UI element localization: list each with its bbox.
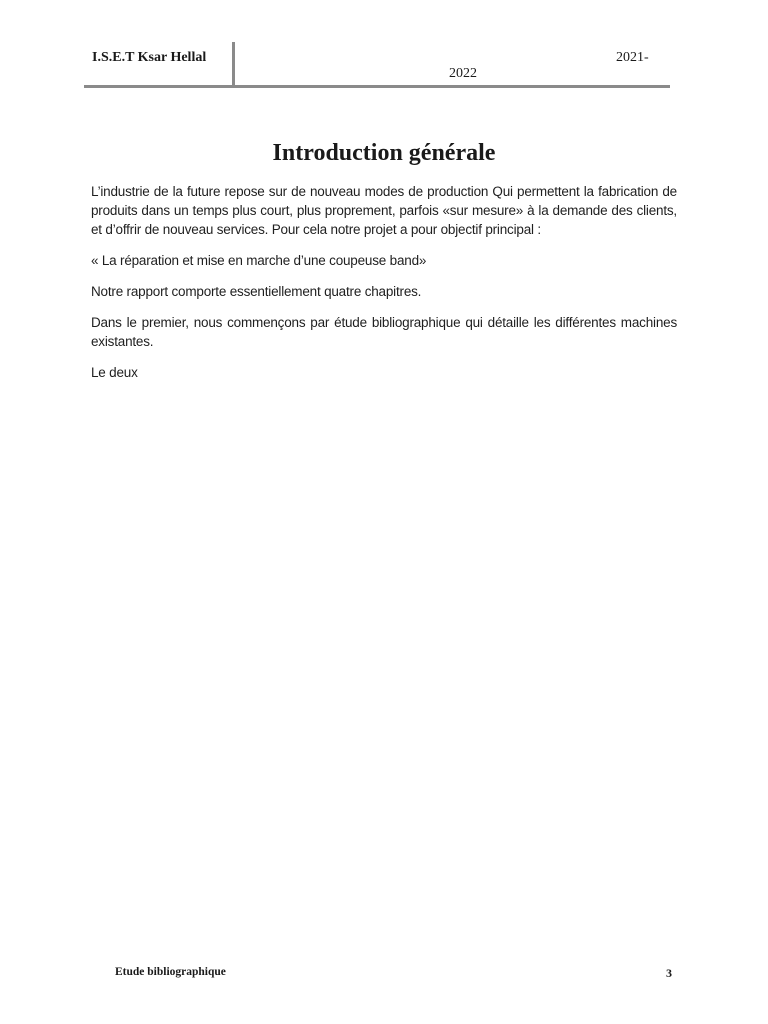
intro-paragraph: L’industrie de la future repose sur de nouveau modes de production Qui permettent la fabrication de produits dans un temps plus court, plus proprement, parfois «sur mesure» à la demande des clients, et d’offrir de nouveau services. Pour cela notre projet a pour objectif principal : [91,184,677,237]
header-divider [232,42,235,86]
page-title: Introduction générale [272,140,496,166]
chapters-sentence: Notre rapport comporte essentiellement quatre chapitres. [91,284,422,299]
header-year-end: 2022 [449,66,477,81]
footer-section-title: Etude bibliographique [115,966,226,978]
first-chapter-paragraph: Dans le premier, nous commençons par étude bibliographique qui détaille les différentes machines existantes. [91,315,677,349]
second-chapter-paragraph: Le deux [91,365,138,380]
body-content [91,182,677,394]
header-rule [84,85,670,88]
footer-page-number: 3 [666,966,672,980]
header-year-start: 2021- [616,50,649,65]
project-objective: « La réparation et mise en marche d’une coupeuse band» [91,253,427,268]
page-header [84,42,670,88]
header-institution: I.S.E.T Ksar Hellal [92,50,207,65]
